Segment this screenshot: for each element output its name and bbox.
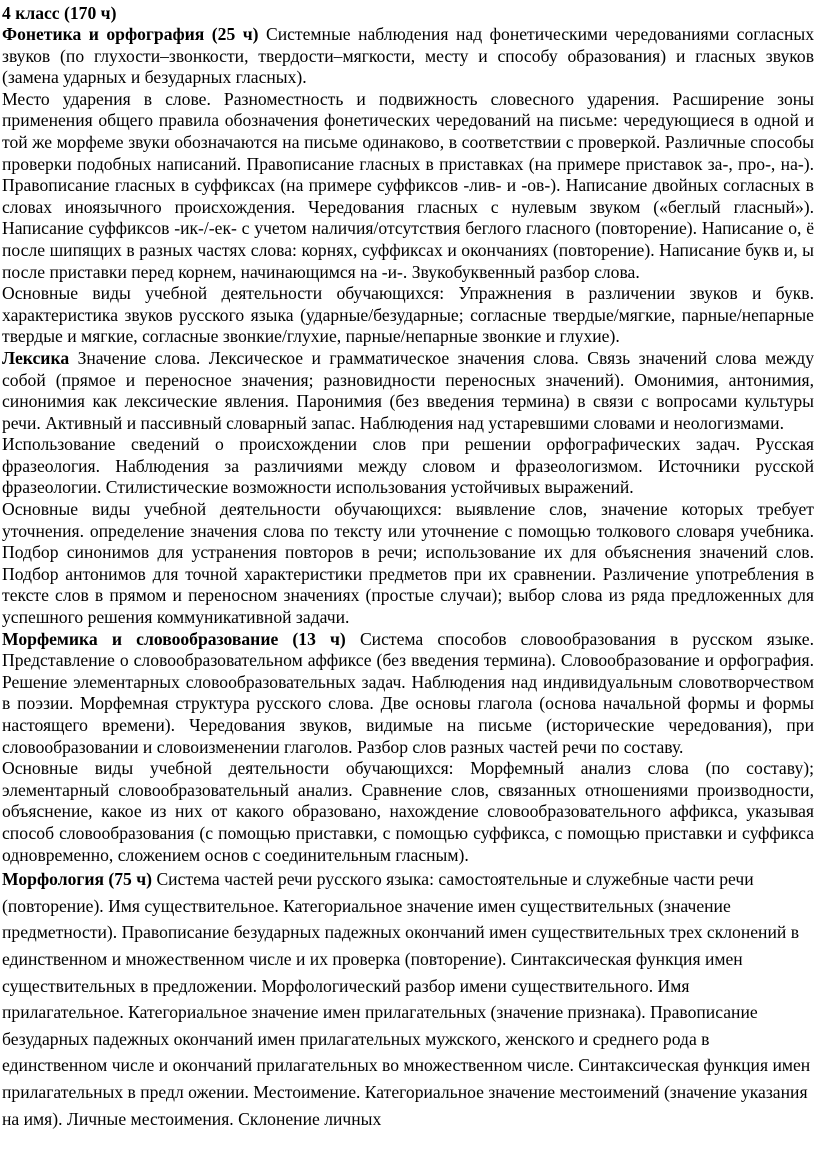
section-text-phonetics-activities: Основные виды учебной деятельности обучающихся: Упражнения в различении звуков и букв. характеристика звуков русского языка (ударные/безударные; согласные твердые/мягкие, парные/непарные твердые и мягкие, согласные звонкие/глухие, парные/непарные звонкие и глухие). — [2, 283, 814, 347]
section-text-morphology: Система частей речи русского языка: самостоятельные и служебные части речи (повторение). Имя существительное. Категориальное значение имен существительных (значение предметности). Правописание безударных падежных окончаний имен существительных трех склонений в единственном и множественном числе и их проверка (повторение). Синтаксическая функция имен существительных в предложении. Морфологический разбор имени существительного. Имя прилагательное. Категориальное значение имен прилагательных (значение признака). Правописание безударных падежных окончаний имен прилагательных мужского, женского и среднего рода в единственном числе и окончаний прилагательных во множественном числе. Синтаксическая функция имен прилагательных в предл ожении. Местоимение. Категориальное значение местоимений (значение указания на имя). Личные местоимения. Склонение личных — [2, 869, 811, 1129]
section-text-phonetics-2: Место ударения в слове. Разноместность и подвижность словесного ударения. Расширение зоны применения общего правила обозначения фонетических чередований на письме: чередующиеся в одной и той же морфеме звуки обозначаются на письме одинаково, в соответствии с проверкой. Различные способы проверки подобных написаний. Правописание гласных в приставках (на примере приставок за-, про-, на-). Правописание гласных в суффиксах (на примере суффиксов -лив- и -ов-). Написание двойных согласных в словах иноязычного происхождения. Чередования гласных с нулевым звуком («беглый гласный»). Написание суффиксов -ик-/-ек- с учетом наличия/отсутствия беглого гласного (повторение). Написание о, ё после шипящих в разных частях слова: корнях, суффиксах и окончаниях (повторение). Написание букв и, ы после приставки перед корнем, начинающимся на -и-. Звукобуквенный разбор слова. — [2, 88, 814, 282]
section-morphemics-activities — [2, 758, 814, 866]
section-text-phonetics: Системные наблюдения над фонетическими чередованиями согласных звуков (по глухости–звонкости, твердости–мягкости, месту и способу образования) и гласных звуков (замена ударных и безударных гласных). — [2, 24, 815, 88]
section-lexicon-2 — [2, 434, 814, 499]
section-morphemics — [2, 629, 814, 759]
section-text-lexicon: Значение слова. Лексическое и грамматическое значения слова. Связь значений слова между собой (прямое и переносное значения; разновидности переносных значений). Омонимия, антонимия, синонимия как лексические явления. Паронимия (без введения термина) в связи с вопросами культуры речи. Активный и пассивный словарный запас. Наблюдения над устаревшими словами и неологизмами. — [2, 347, 814, 433]
section-lexicon — [2, 348, 814, 434]
section-title-phonetics: Фонетика и орфография (25 ч) — [2, 24, 259, 44]
section-text-morphemics: Система способов словообразования в русском языке. Представление о словообразовательном аффиксе (без введения термина). Словообразование и орфография. Решение элементарных словообразовательных задач. Наблюдения над индивидуальным словотворчеством в поэзии. Морфемная структура русского слова. Две основы глагола (основа начальной формы и формы настоящего времени). Чередования звуков, видимые на письме (исторические чередования), при словообразовании и словоизменении глаголов. Разбор слов разных частей речи по составу. — [2, 628, 814, 757]
section-text-morphemics-activities: Основные виды учебной деятельности обучающихся: Морфемный анализ слова (по составу); элементарный словообразовательный анализ. Сравнение слов, связанных отношениями производности, объяснение, какое из них от какого образовано, нахождение словообразовательного аффикса, указывая способ словообразования (с помощью приставки, с помощью суффикса, с помощью приставки и суффикса одновременно, сложением основ с соединительным гласным). — [2, 758, 814, 865]
section-phonetics — [2, 24, 814, 89]
section-title-lexicon: Лексика — [2, 347, 70, 368]
grade-heading: 4 класс (170 ч) — [2, 3, 117, 23]
section-lexicon-activities — [2, 499, 814, 629]
section-text-lexicon-activities: Основные виды учебной деятельности обучающихся: выявление слов, значение которых требует уточнения. определение значения слова по тексту или уточнение с помощью толкового словаря учебника. Подбор синонимов для устранения повторов в речи; использование их для объяснения значений слов. Подбор антонимов для точной характеристики предметов при их сравнении. Различение употребления в тексте слов в прямом и переносном значениях (простые случаи); выбор слова из ряда предложенных для успешного решения коммуникативной задачи. — [2, 499, 814, 628]
section-phonetics-activities — [2, 283, 814, 348]
section-title-morphology: Морфология (75 ч) — [2, 869, 153, 890]
section-text-lexicon-2: Использование сведений о происхождении слов при решении орфографических задач. Русская фразеология. Наблюдения за различиями между словом и фразеологизмом. Источники русской фразеологии. Стилистические возможности использования устойчивых выражений. — [2, 434, 814, 498]
section-phonetics-2 — [2, 89, 814, 283]
section-title-morphemics: Морфемика и словообразование (13 ч) — [2, 628, 346, 649]
section-morphology — [2, 866, 814, 1132]
